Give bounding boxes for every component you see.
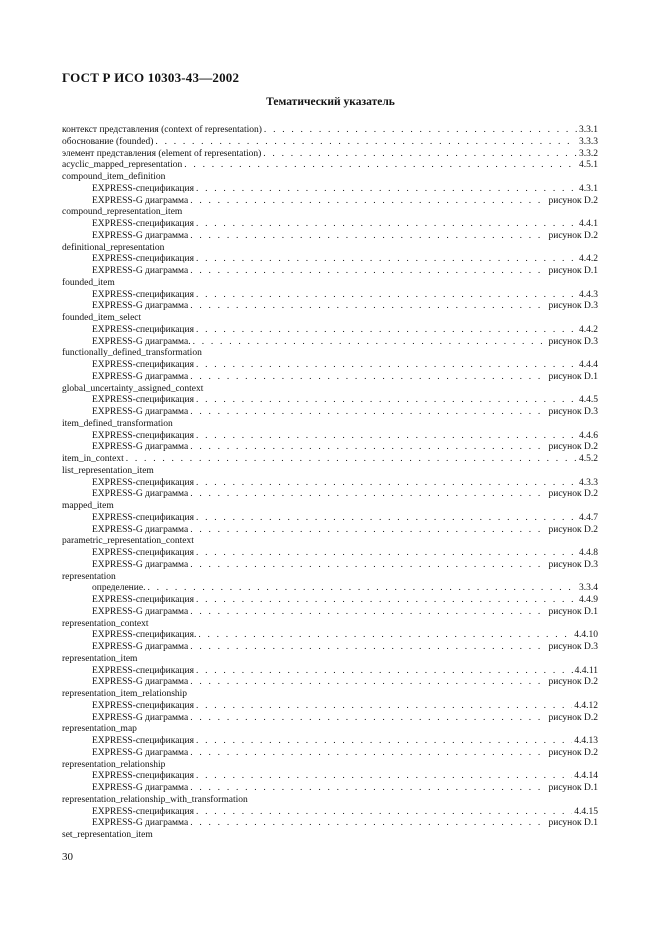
index-subentry — [62, 325, 598, 337]
entry-label: mapped_item — [62, 501, 114, 511]
index-subentry — [62, 231, 598, 243]
index-entries — [62, 125, 598, 842]
index-subentry — [62, 677, 598, 689]
entry-label: EXPRESS-G диаграмма — [92, 818, 189, 829]
entry-label: EXPRESS-спецификация — [92, 700, 194, 711]
entry-label: EXPRESS-спецификация — [92, 430, 194, 441]
dot-leader — [190, 489, 546, 501]
dot-leader — [264, 125, 577, 137]
dot-leader — [155, 137, 577, 149]
dot-leader — [196, 395, 577, 407]
entry-label: EXPRESS-G диаграмма — [92, 230, 189, 241]
index-subentry — [62, 560, 598, 572]
entry-label: EXPRESS-спецификация — [92, 477, 194, 488]
entry-reference: 3.3.3 — [579, 136, 598, 147]
entry-label: founded_item — [62, 277, 115, 288]
entry-label: EXPRESS-спецификация — [92, 806, 194, 817]
entry-reference: 4.4.2 — [579, 254, 598, 265]
entry-label: EXPRESS-спецификация — [92, 595, 194, 605]
entry-reference: рисунок D.3 — [548, 407, 598, 417]
entry-reference: рисунок D.2 — [548, 712, 598, 723]
entry-reference: рисунок D.1 — [548, 371, 598, 382]
entry-label: EXPRESS-G диаграмма — [92, 371, 189, 382]
dot-leader — [196, 431, 577, 443]
dot-leader — [196, 219, 577, 231]
index-entry — [62, 830, 598, 842]
entry-reference: рисунок D.2 — [548, 230, 598, 241]
index-subentry — [62, 548, 598, 560]
entry-reference: 4.3.1 — [579, 183, 598, 194]
dot-leader — [190, 196, 546, 208]
index-subentry — [62, 807, 598, 819]
entry-label: EXPRESS-спецификация — [92, 360, 194, 370]
index-subentry — [62, 771, 598, 783]
index-subentry — [62, 583, 598, 595]
entry-label: EXPRESS-спецификация — [92, 665, 194, 676]
index-subentry — [62, 266, 598, 278]
index-entry — [62, 348, 598, 360]
dot-leader — [190, 407, 546, 419]
index-entry — [62, 724, 598, 736]
index-subentry — [62, 642, 598, 654]
entry-label: representation_map — [62, 724, 137, 735]
index-subentry — [62, 290, 598, 302]
entry-reference: 3.3.4 — [579, 583, 598, 594]
index-subentry — [62, 372, 598, 384]
dot-leader — [196, 513, 577, 525]
entry-label: list_representation_item — [62, 465, 154, 476]
entry-reference: рисунок D.2 — [548, 747, 598, 758]
entry-label: item_defined_transformation — [62, 418, 173, 429]
entry-reference: 4.4.12 — [574, 700, 598, 711]
entry-reference: 4.4.7 — [579, 512, 598, 523]
index-entry — [62, 419, 598, 431]
dot-leader — [196, 360, 577, 372]
entry-label: representation_item_relationship — [62, 689, 188, 699]
entry-reference: рисунок D.1 — [548, 606, 598, 617]
dot-leader — [190, 442, 546, 454]
index-subentry — [62, 254, 598, 266]
index-subentry — [62, 360, 598, 372]
entry-reference: 4.4.4 — [579, 360, 598, 370]
index-subentry — [62, 713, 598, 725]
entry-label: definitional_representation — [62, 242, 165, 253]
index-subentry — [62, 525, 598, 537]
dot-leader — [190, 231, 546, 243]
index-subentry — [62, 196, 598, 208]
entry-label: EXPRESS-спецификация. — [92, 630, 197, 641]
entry-label: EXPRESS-G диаграмма — [92, 642, 189, 652]
entry-label: set_representation_item — [62, 830, 153, 840]
entry-label: EXPRESS-G диаграмма — [92, 677, 189, 688]
entry-reference: рисунок D.1 — [548, 818, 598, 829]
entry-reference: рисунок D.1 — [548, 783, 598, 793]
index-entry — [62, 313, 598, 325]
entry-label: EXPRESS-спецификация — [92, 219, 194, 229]
entry-label: functionally_defined_transformation — [62, 348, 202, 359]
dot-leader — [196, 736, 572, 748]
entry-reference: 4.5.1 — [579, 160, 598, 171]
index-entry — [62, 160, 598, 172]
dot-leader — [190, 677, 546, 689]
entry-reference: 4.4.14 — [574, 771, 598, 782]
index-entry — [62, 795, 598, 807]
entry-reference: 4.4.13 — [574, 736, 598, 746]
dot-leader — [190, 818, 546, 830]
entry-label: EXPRESS-спецификация — [92, 395, 194, 406]
dot-leader — [190, 372, 546, 384]
index-subentry — [62, 818, 598, 830]
entry-label: founded_item_select — [62, 313, 142, 323]
dot-leader — [190, 642, 546, 654]
index-entry — [62, 125, 598, 137]
index-subentry — [62, 431, 598, 443]
entry-reference: рисунок D.2 — [548, 524, 598, 535]
index-subentry — [62, 407, 598, 419]
entry-reference: 4.3.3 — [579, 477, 598, 488]
entry-reference: 4.4.8 — [579, 548, 598, 558]
entry-reference: 3.3.2 — [579, 148, 598, 159]
entry-label: EXPRESS-G диаграмма — [92, 301, 189, 312]
entry-reference: 4.4.6 — [579, 430, 598, 441]
index-entry — [62, 454, 598, 466]
entry-label: acyclic_mapped_representation — [62, 160, 183, 171]
entry-reference: рисунок D.3 — [548, 642, 598, 652]
entry-label: EXPRESS-спецификация — [92, 183, 194, 194]
entry-reference: рисунок D.1 — [548, 266, 598, 276]
entry-reference: 4.4.15 — [574, 806, 598, 817]
index-subentry — [62, 301, 598, 313]
entry-label: контекст представления (context of representation) — [62, 125, 262, 135]
index-subentry — [62, 489, 598, 501]
dot-leader — [196, 771, 572, 783]
dot-leader — [193, 337, 547, 349]
index-subentry — [62, 478, 598, 490]
index-entry — [62, 149, 598, 161]
entry-label: representation_item — [62, 653, 138, 664]
document-header: ГОСТ Р ИСО 10303-43—2002 — [62, 70, 240, 85]
dot-leader — [196, 701, 572, 713]
entry-reference: рисунок D.2 — [548, 442, 598, 453]
entry-label: EXPRESS-G диаграмма — [92, 559, 189, 570]
index-subentry — [62, 513, 598, 525]
index-entry — [62, 137, 598, 149]
index-entry — [62, 654, 598, 666]
entry-label: EXPRESS-спецификация — [92, 512, 194, 523]
entry-reference: 4.5.2 — [579, 454, 598, 464]
dot-leader — [190, 525, 546, 537]
entry-label: EXPRESS-спецификация — [92, 289, 194, 300]
index-entry — [62, 572, 598, 584]
entry-label: EXPRESS-G диаграмма — [92, 524, 189, 535]
dot-leader — [196, 325, 577, 337]
entry-label: EXPRESS-спецификация — [92, 548, 194, 558]
dot-leader — [196, 478, 577, 490]
index-subentry — [62, 442, 598, 454]
dot-leader — [190, 607, 546, 619]
entry-reference: 4.4.2 — [579, 324, 598, 335]
index-subentry — [62, 219, 598, 231]
entry-reference: 3.3.1 — [579, 125, 598, 135]
entry-label: global_uncertainty_assigned_context — [62, 383, 204, 394]
page-number: 30 — [62, 851, 73, 863]
entry-label: EXPRESS-G диаграмма. — [92, 336, 191, 347]
dot-leader — [263, 149, 577, 161]
index-subentry — [62, 666, 598, 678]
index-subentry — [62, 184, 598, 196]
entry-label: EXPRESS-G диаграмма — [92, 489, 189, 500]
entry-label: EXPRESS-G диаграмма — [92, 747, 189, 758]
entry-label: EXPRESS-G диаграмма — [92, 266, 189, 276]
entry-label: EXPRESS-спецификация — [92, 324, 194, 335]
entry-reference: 4.4.9 — [579, 595, 598, 605]
entry-label: representation — [62, 571, 116, 582]
dot-leader — [190, 560, 546, 572]
index-subentry — [62, 701, 598, 713]
index-entry — [62, 466, 598, 478]
entry-reference: 4.4.11 — [574, 665, 598, 676]
index-entry — [62, 619, 598, 631]
entry-label: representation_relationship — [62, 759, 166, 770]
entry-label: EXPRESS-G диаграмма — [92, 783, 189, 793]
entry-label: EXPRESS-G диаграмма — [92, 712, 189, 723]
entry-reference: рисунок D.2 — [548, 677, 598, 688]
dot-leader — [196, 807, 572, 819]
index-subentry — [62, 595, 598, 607]
dot-leader — [147, 583, 577, 595]
entry-label: определение. — [92, 583, 146, 594]
entry-reference: 4.4.3 — [579, 289, 598, 300]
entry-label: EXPRESS-G диаграмма — [92, 407, 189, 417]
dot-leader — [190, 748, 546, 760]
index-entry — [62, 243, 598, 255]
index-subentry — [62, 395, 598, 407]
index-entry — [62, 689, 598, 701]
dot-leader — [184, 160, 577, 172]
entry-label: EXPRESS-спецификация — [92, 771, 194, 782]
dot-leader — [196, 290, 577, 302]
entry-reference: рисунок D.2 — [548, 489, 598, 500]
entry-reference: 4.4.1 — [579, 219, 598, 229]
dot-leader — [196, 595, 577, 607]
entry-reference: рисунок D.2 — [548, 195, 598, 206]
entry-label: compound_representation_item — [62, 207, 183, 218]
dot-leader — [190, 713, 546, 725]
entry-reference: рисунок D.3 — [548, 301, 598, 312]
index-subentry — [62, 607, 598, 619]
dot-leader — [190, 783, 546, 795]
entry-label: compound_item_definition — [62, 172, 166, 182]
index-subentry — [62, 630, 598, 642]
index-subentry — [62, 748, 598, 760]
entry-reference: 4.4.10 — [574, 630, 598, 641]
entry-reference: 4.4.5 — [579, 395, 598, 406]
index-title: Тематический указатель — [266, 96, 395, 108]
entry-label: parametric_representation_context — [62, 536, 194, 547]
index-entry — [62, 501, 598, 513]
entry-label: элемент представления (element of representation) — [62, 148, 262, 159]
entry-label: EXPRESS-спецификация — [92, 254, 194, 265]
index-subentry — [62, 337, 598, 349]
dot-leader — [196, 666, 573, 678]
entry-label: EXPRESS-G диаграмма — [92, 195, 189, 206]
entry-reference: рисунок D.3 — [548, 336, 598, 347]
dot-leader — [190, 266, 546, 278]
index-subentry — [62, 783, 598, 795]
dot-leader — [196, 184, 577, 196]
dot-leader — [190, 301, 546, 313]
index-entry — [62, 536, 598, 548]
entry-label: EXPRESS-G диаграмма — [92, 442, 189, 453]
index-entry — [62, 278, 598, 290]
index-entry — [62, 760, 598, 772]
entry-label: representation_relationship_with_transformation — [62, 794, 248, 805]
entry-label: item_in_context — [62, 454, 124, 464]
index-subentry — [62, 736, 598, 748]
entry-label: EXPRESS-G диаграмма — [92, 606, 189, 617]
index-entry — [62, 384, 598, 396]
dot-leader — [198, 630, 572, 642]
dot-leader — [196, 254, 577, 266]
index-entry — [62, 172, 598, 184]
entry-label: EXPRESS-спецификация — [92, 736, 194, 746]
dot-leader — [126, 454, 577, 466]
index-entry — [62, 207, 598, 219]
entry-reference: рисунок D.3 — [548, 559, 598, 570]
entry-label: обоснование (founded) — [62, 136, 154, 147]
entry-label: representation_context — [62, 618, 149, 629]
dot-leader — [196, 548, 577, 560]
